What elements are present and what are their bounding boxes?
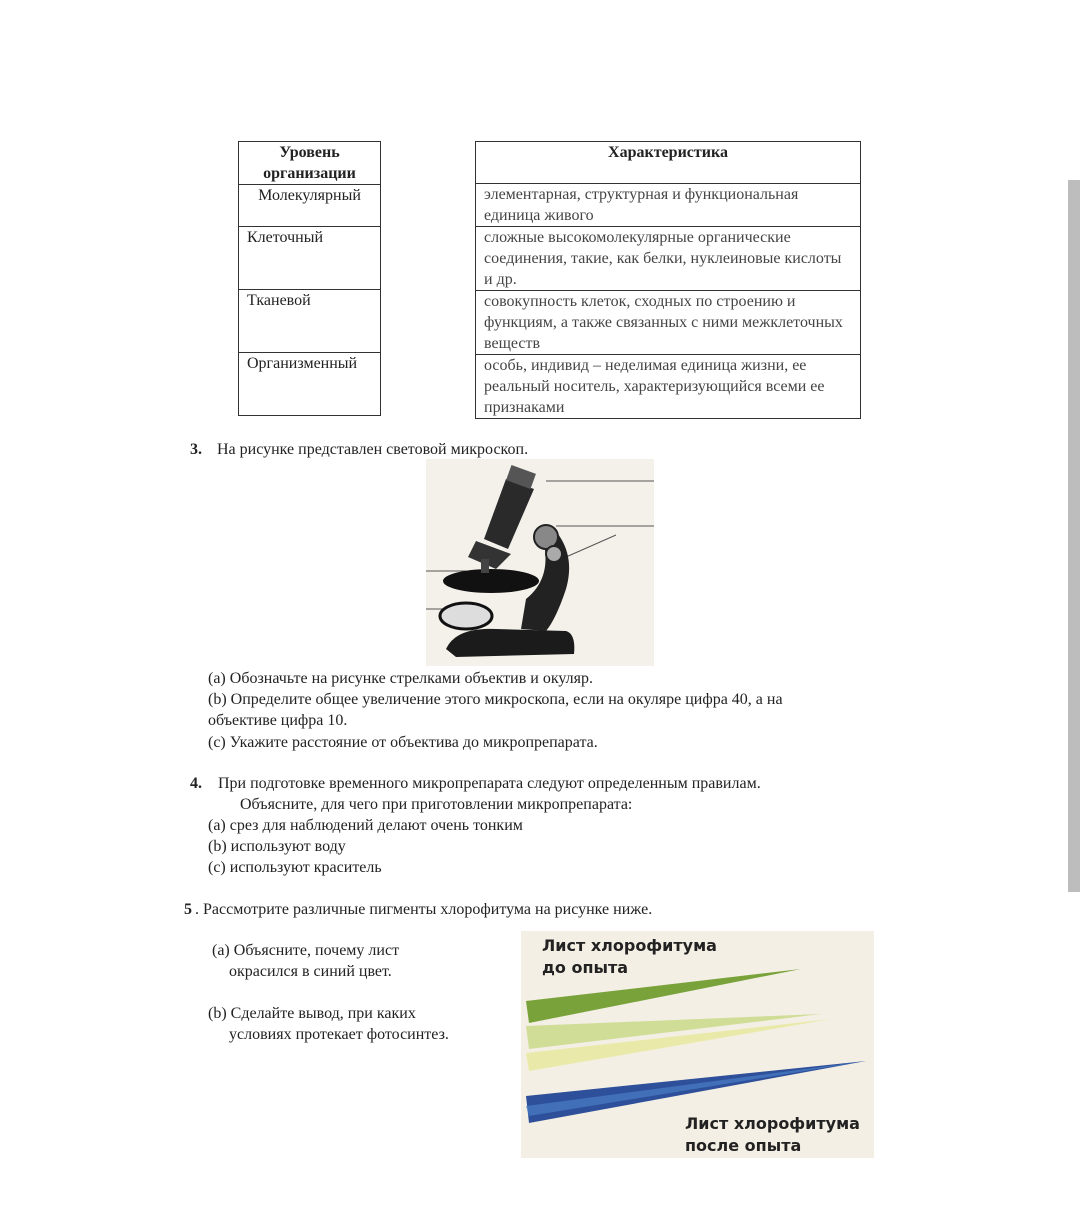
level-cell: Молекулярный bbox=[239, 185, 381, 227]
header-characteristic: Характеристика bbox=[476, 142, 861, 184]
q4-number: 4. bbox=[190, 775, 202, 792]
characteristic-cell: совокупность клеток, сходных по строению и функциям, а также связанных с ними межклеточных веществ bbox=[476, 291, 861, 355]
q4-b: (b) используют воду bbox=[208, 838, 346, 855]
q4-text: При подготовке временного микропрепарата следуют определенным правилам. bbox=[218, 775, 761, 792]
levels-table bbox=[238, 141, 381, 416]
q4-c: (c) используют краситель bbox=[208, 859, 382, 876]
q3-c: (c) Укажите расстояние от объектива до микропрепарата. bbox=[208, 734, 598, 751]
q3-b-line1: (b) Определите общее увеличение этого микроскопа, если на окуляре цифра 40, а на bbox=[208, 691, 783, 708]
level-cell: Клеточный bbox=[239, 227, 381, 290]
label-before-line2: до опыта bbox=[542, 958, 629, 977]
label-before-line1: Лист хлорофитума bbox=[542, 936, 717, 955]
q5-text: . Рассмотрите различные пигменты хлорофитума на рисунке ниже. bbox=[195, 901, 653, 918]
microscope-image bbox=[426, 459, 654, 666]
q5-a-line2: окрасился в синий цвет. bbox=[229, 963, 392, 980]
q3-number: 3. bbox=[190, 441, 202, 458]
label-after-line2: после опыта bbox=[685, 1136, 802, 1155]
q5-a-line1: (a) Объясните, почему лист bbox=[212, 942, 400, 959]
header-level: Уровень организации bbox=[239, 142, 381, 185]
q3-text: На рисунке представлен световой микроскоп. bbox=[217, 441, 529, 458]
level-cell: Организменный bbox=[239, 353, 381, 416]
characteristic-cell: элементарная, структурная и функциональная единица живого bbox=[476, 184, 861, 227]
level-cell: Тканевой bbox=[239, 290, 381, 353]
q5-b-line2: условиях протекает фотосинтез. bbox=[229, 1026, 449, 1043]
q5-b-line1: (b) Сделайте вывод, при каких bbox=[208, 1005, 416, 1022]
q5-number: 5 bbox=[184, 901, 192, 918]
characteristics-table bbox=[475, 141, 861, 419]
q3-a: (a) Обозначьте на рисунке стрелками объектив и окуляр. bbox=[208, 670, 594, 687]
leaf-image bbox=[521, 931, 874, 1158]
q3-b-line2: объективе цифра 10. bbox=[208, 712, 348, 729]
label-after-line1: Лист хлорофитума bbox=[685, 1114, 860, 1133]
characteristic-cell: сложные высокомолекулярные органические соединения, такие, как белки, нуклеиновые кислоты и др. bbox=[476, 227, 861, 291]
characteristic-cell: особь, индивид – неделимая единица жизни, ее реальный носитель, характеризующийся всеми ее признаками bbox=[476, 355, 861, 419]
microscope-icon bbox=[426, 459, 654, 666]
q4-explain: Объясните, для чего при приготовлении микропрепарата: bbox=[240, 796, 633, 813]
q4-a: (a) срез для наблюдений делают очень тонким bbox=[208, 817, 523, 834]
scrollbar[interactable] bbox=[1068, 180, 1080, 892]
